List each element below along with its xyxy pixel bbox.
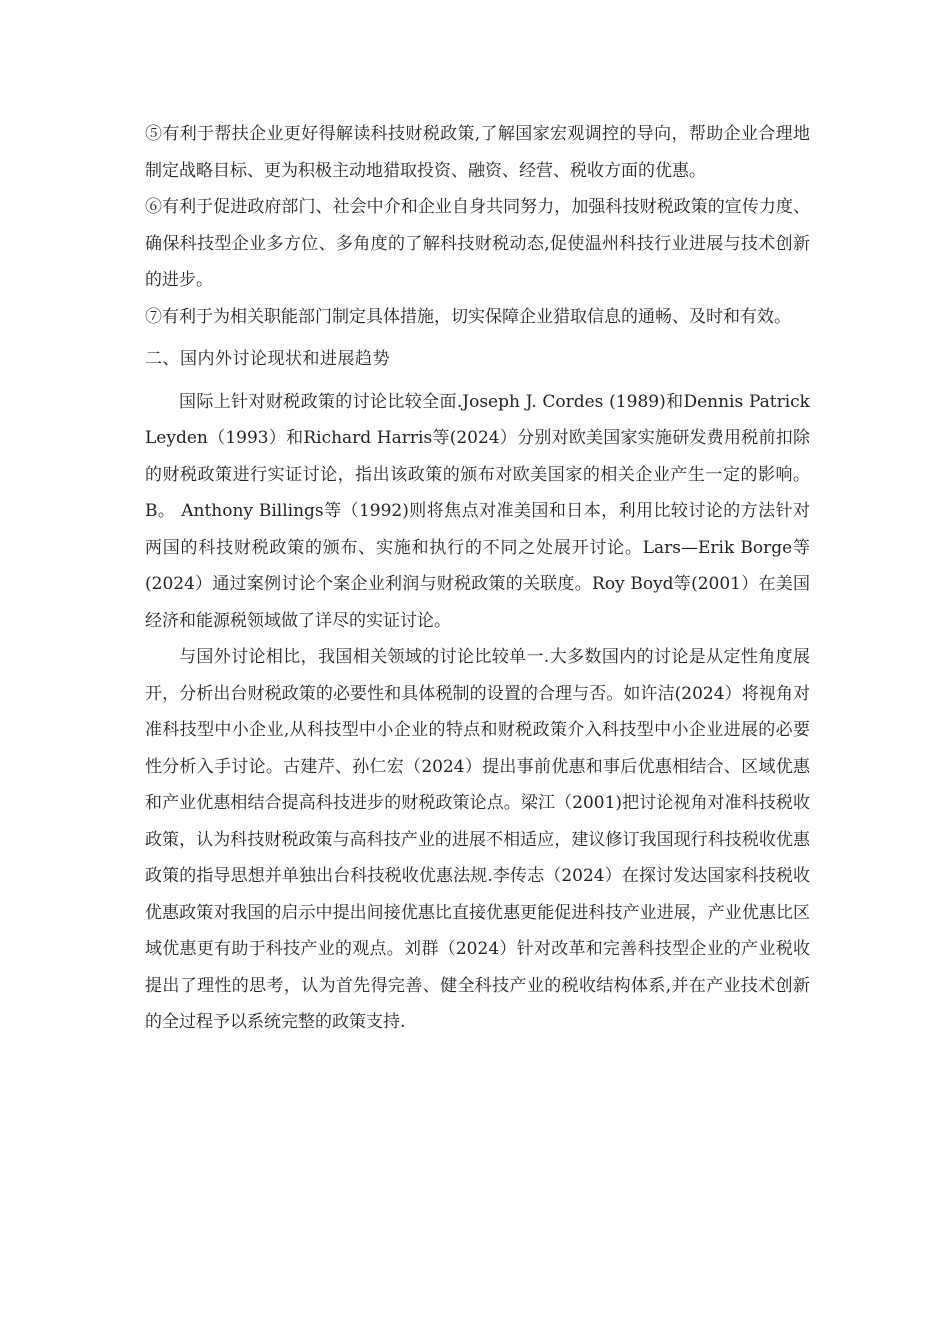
list-item-5: ⑤有利于帮扶企业更好得解读科技财税政策,了解国家宏观调控的导向，帮助企业合理地制定战略目标、更为积极主动地猎取投资、融资、经营、税收方面的优惠。 — [145, 124, 810, 181]
paragraph-foreign-research: 国际上针对财税政策的讨论比较全面.Joseph J. Cordes (1989)和Dennis Patrick Leyden（1993）和Richard Harris等(2024）分别对欧美国家实施研发费用税前扣除的财税政策进行实证讨论，指出该政策的颁布对欧美国家的相关企业产生一定的影响。B。 Anthony Billings等（1992)则将焦点对准美国和日本，利用比较讨论的方法针对两国的科技财税政策的颁布、实施和执行的不同之处展开讨论。Lars—Erik Borge等(2024）通过案例讨论个案企业利润与财税政策的关联度。Roy Boyd等(2001）在美国经济和能源税领域做了详尽的实证讨论。 — [145, 391, 810, 631]
list-item-6: ⑥有利于促进政府部门、社会中介和企业自身共同努力，加强科技财税政策的宣传力度、确保科技型企业多方位、多角度的了解科技财税动态,促使温州科技行业进展与技术创新的进步。 — [145, 197, 810, 290]
list-item-7: ⑦有利于为相关职能部门制定具体措施，切实保障企业猎取信息的通畅、及时和有效。 — [145, 306, 791, 327]
section-heading: 二、国内外讨论现状和进展趋势 — [145, 349, 390, 369]
paragraph-domestic-research: 与国外讨论相比，我国相关领域的讨论比较单一.大多数国内的讨论是从定性角度展开，分析出台财税政策的必要性和具体税制的设置的合理与否。如许洁(2024）将视角对准科技型中小企业,从科技型中小企业的特点和财税政策介入科技型中小企业进展的必要性分析入手讨论。古建芹、孙仁宏（2024）提出事前优惠和事后优惠相结合、区域优惠和产业优惠相结合提高科技进步的财税政策论点。梁江（2001)把讨论视角对准科技税收政策，认为科技财税政策与高科技产业的进展不相适应，建议修订我国现行科技税收优惠政策的指导思想并单独出台科技税收优惠法规.李传志（2024）在探讨发达国家科技税收优惠政策对我国的启示中提出间接优惠比直接优惠更能促进科技产业进展，产业优惠比区域优惠更有助于科技产业的观点。刘群（2024）针对改革和完善科技型企业的产业税收提出了理性的思考，认为首先得完善、健全科技产业的税收结构体系,并在产业技术创新的全过程予以系统完整的政策支持. — [145, 647, 810, 1032]
document-page — [145, 116, 810, 1041]
